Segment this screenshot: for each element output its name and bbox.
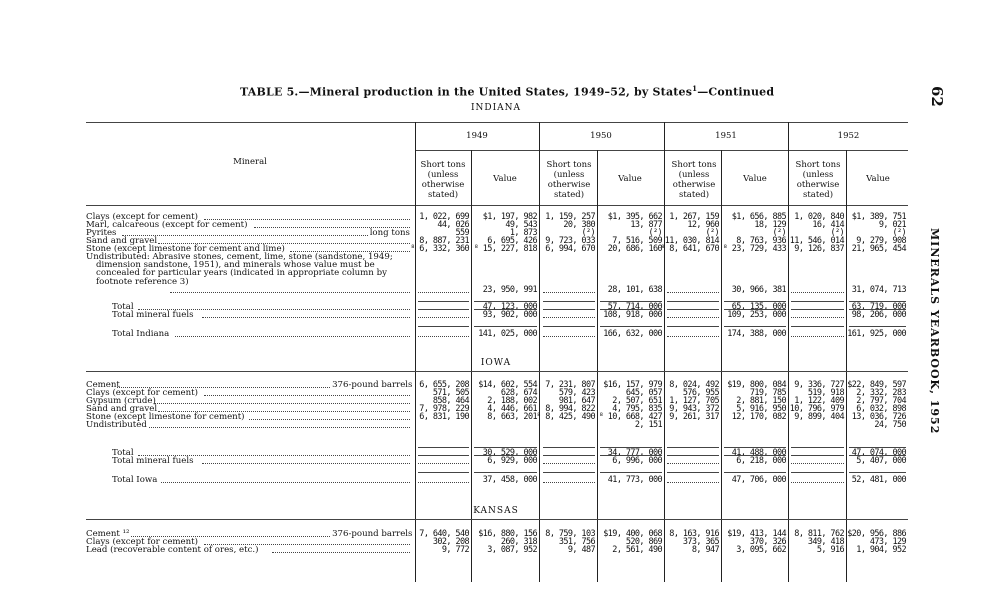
table-cell: $20, 956, 886 <box>847 529 906 539</box>
grand-total-rule <box>849 472 906 473</box>
table-cell: ⁸ 8, 641, 670 <box>660 244 719 254</box>
table-title-suffix: —Continued <box>697 85 775 99</box>
header-value-1951: Value <box>743 174 767 184</box>
subtotal-rule <box>791 309 844 310</box>
header-year-1950: 1950 <box>590 131 612 141</box>
table-cell: 3, 095, 662 <box>736 545 786 555</box>
table-cell: 8, 947 <box>691 545 719 555</box>
header-year-1949: 1949 <box>466 131 488 141</box>
subtotal-rule <box>543 309 595 310</box>
table-cell: 719, 785 <box>749 388 786 398</box>
total-label: Total <box>112 302 134 312</box>
empty-dash <box>667 336 719 337</box>
leader-dots <box>202 463 410 464</box>
leader-dots <box>202 317 410 318</box>
table-cell: $1, 395, 662 <box>607 212 662 222</box>
subtotal-rule <box>418 301 469 302</box>
table-cell: 23, 950, 991 <box>482 284 537 295</box>
table-cell: 8, 811, 762 <box>794 529 844 539</box>
header-short-tons-1951: Short tons (unless otherwise stated) <box>671 160 717 200</box>
table-cell: 1, 020, 840 <box>794 212 844 222</box>
table-cell: 349, 418 <box>807 537 844 547</box>
empty-dash <box>791 317 844 318</box>
table-cell: 49, 543 <box>505 220 537 230</box>
col-rule <box>664 122 665 582</box>
leader-dots <box>204 395 410 396</box>
table-cell: 2, 507, 651 <box>612 396 662 406</box>
empty-dash <box>791 336 844 337</box>
table-cell: 1, 127, 705 <box>669 396 719 406</box>
table-cell: 20, 686, 160 <box>607 244 662 254</box>
mineral-label: Undistributed <box>86 420 147 430</box>
table-cell: $22, 849, 597 <box>847 380 906 390</box>
table-cell: 8, 663, 201 <box>487 412 537 422</box>
table-cell: $19, 800, 084 <box>727 380 786 390</box>
subtotal-rule <box>849 301 906 302</box>
empty-dash <box>667 482 719 483</box>
total-value: 93, 902, 000 <box>482 310 537 320</box>
table-cell: (²) <box>648 228 662 238</box>
table-cell: 520, 869 <box>625 537 662 547</box>
table-cell: 2, 332, 283 <box>856 388 906 398</box>
grand-total-rule <box>418 326 469 327</box>
table-cell: 11, 546, 014 <box>789 236 844 246</box>
table-cell: 559 <box>455 228 469 238</box>
table-cell: 12, 170, 082 <box>731 412 786 422</box>
table-cell: 2, 797, 704 <box>856 396 906 406</box>
grand-total-rule <box>667 326 719 327</box>
table-cell: 370, 326 <box>749 537 786 547</box>
subtotal-rule <box>724 455 786 456</box>
table-cell: 260, 318 <box>500 537 537 547</box>
section-rule <box>86 519 908 520</box>
header-year-1952: 1952 <box>837 131 860 141</box>
total-value: 161, 925, 000 <box>847 329 906 339</box>
total-value: 65, 135, 000 <box>731 302 786 312</box>
table-cell: 24, 750 <box>874 420 906 430</box>
table-cell: 7, 978, 229 <box>419 404 469 414</box>
mineral-label: Clays (except for cement) <box>86 212 198 222</box>
empty-dash <box>543 463 595 464</box>
mineral-label: Undistributed: Abrasive stones, cement, lime, stone (sandstone, 1949; dimension sandstone, 1951), and minerals whose value must be concealed for particular years (indicated in appropriate column by footnote reference 3) <box>86 252 393 287</box>
unit-label: 376-pound barrels <box>332 529 413 539</box>
grand-total-rule <box>849 326 906 327</box>
grand-total-rule <box>600 326 662 327</box>
grand-total-rule <box>543 472 595 473</box>
subtotal-rule <box>600 309 662 310</box>
table-cell: 44, 026 <box>437 220 469 230</box>
table-cell: 1, 122, 409 <box>794 396 844 406</box>
table-cell: 6, 032, 898 <box>856 404 906 414</box>
page-number: 62 <box>928 86 946 107</box>
leader-dots <box>272 552 410 553</box>
total-value: 174, 388, 000 <box>727 329 786 339</box>
table-cell: 3, 087, 952 <box>487 545 537 555</box>
table-cell: ⁸ 15, 227, 818 <box>473 244 537 254</box>
total-value: 141, 025, 000 <box>478 329 537 339</box>
subtotal-rule <box>667 455 719 456</box>
table-cell: $19, 413, 144 <box>727 529 786 539</box>
table-cell: 2, 881, 150 <box>736 396 786 406</box>
table-cell: 18, 129 <box>754 220 786 230</box>
grand-total-rule <box>418 472 469 473</box>
mineral-label: Stone (except limestone for cement and lime) <box>86 244 285 254</box>
leader-dots <box>249 419 410 420</box>
table-title <box>240 84 774 99</box>
table-cell: 8, 887, 231 <box>419 236 469 246</box>
mineral-label: Marl, calcareous (except for cement) <box>86 220 248 230</box>
total-value: 37, 458, 000 <box>482 475 537 485</box>
col-rule <box>415 122 416 582</box>
subtotal-rule <box>849 455 906 456</box>
subtotal-rule <box>791 301 844 302</box>
table-cell: 1, 267, 159 <box>669 212 719 222</box>
state-heading-kansas: KANSAS <box>473 506 519 516</box>
total-value: 166, 632, 000 <box>603 329 662 339</box>
empty-dash <box>667 292 719 293</box>
subtotal-rule <box>474 447 537 448</box>
table-cell: 7, 516, 509 <box>612 236 662 246</box>
table-cell: $1, 197, 982 <box>482 212 537 222</box>
table-cell: 5, 916 <box>816 545 844 555</box>
total-label: Total Iowa <box>112 475 158 485</box>
header-short-tons-1950: Short tons (unless otherwise stated) <box>546 160 592 200</box>
subtotal-rule <box>849 447 906 448</box>
subtotal-rule <box>724 309 786 310</box>
empty-dash <box>667 463 719 464</box>
header-mineral: Mineral <box>233 157 267 167</box>
table-cell: 9, 021 <box>878 220 906 230</box>
table-cell: 16, 414 <box>812 220 844 230</box>
table-cell: 302, 208 <box>432 537 469 547</box>
leader-dots <box>149 427 410 428</box>
table-cell: ⁸ 10, 668, 427 <box>598 412 662 422</box>
header-value-1952: Value <box>866 174 890 184</box>
table-cell: 8, 759, 103 <box>545 529 595 539</box>
table-cell: $1, 389, 751 <box>851 212 906 222</box>
table-cell: 6, 994, 670 <box>545 244 595 254</box>
table-cell: (²) <box>705 228 719 238</box>
empty-dash <box>418 482 469 483</box>
empty-dash <box>418 317 469 318</box>
table-cell: (²) <box>830 228 844 238</box>
total-value: 108, 918, 000 <box>603 310 662 320</box>
total-label: Total mineral fuels <box>112 456 194 466</box>
total-value: 52, 481, 000 <box>851 475 906 485</box>
subtotal-rule <box>849 309 906 310</box>
col-rule <box>788 122 789 582</box>
empty-dash <box>418 463 469 464</box>
table-cell: (²) <box>892 228 906 238</box>
total-value: 6, 996, 000 <box>612 456 662 466</box>
subtotal-rule <box>418 455 469 456</box>
subtotal-rule <box>724 301 786 302</box>
subtotal-rule <box>667 309 719 310</box>
subtotal-rule <box>667 447 719 448</box>
table-cell: 7, 640, 540 <box>419 529 469 539</box>
table-title-text: TABLE 5.—Mineral production in the United States, 1949–52, by States <box>240 85 693 99</box>
table-cell: 9, 279, 908 <box>856 236 906 246</box>
grand-total-rule <box>724 326 786 327</box>
table-cell: 21, 965, 454 <box>851 244 906 254</box>
subtotal-rule <box>600 301 662 302</box>
table-cell: 576, 955 <box>682 388 719 398</box>
mineral-label: Stone (except limestone for cement) <box>86 412 245 422</box>
table-cell: 5, 916, 950 <box>736 404 786 414</box>
table-cell: 6, 655, 208 <box>419 380 469 390</box>
table-cell: 2, 151 <box>634 420 662 430</box>
mineral-label: Clays (except for cement) <box>86 537 198 547</box>
subtotal-rule <box>791 455 844 456</box>
table-cell: 6, 831, 190 <box>419 412 469 422</box>
table-cell: ⁸ 6, 332, 360 <box>410 244 469 254</box>
mineral-label: Cement <box>86 380 120 390</box>
table-cell: 4, 795, 835 <box>612 404 662 414</box>
subtotal-rule <box>474 301 537 302</box>
total-value: 98, 206, 000 <box>851 310 906 320</box>
subtotal-rule <box>600 447 662 448</box>
leader-dots <box>154 403 410 404</box>
table-cell: 1, 904, 952 <box>856 545 906 555</box>
table-cell: 579, 423 <box>558 388 595 398</box>
table-cell: 519, 918 <box>807 388 844 398</box>
grand-total-rule <box>724 472 786 473</box>
mineral-label: Cement ¹² <box>86 529 130 539</box>
header-value-1949: Value <box>493 174 517 184</box>
table-cell: 9, 126, 837 <box>794 244 844 254</box>
header-year-1951: 1951 <box>715 131 737 141</box>
mineral-label: Sand and gravel <box>86 404 158 414</box>
empty-dash <box>418 292 469 293</box>
total-label: Total Indiana <box>112 329 170 339</box>
header-bottom-rule <box>86 205 908 206</box>
mineral-label: Lead (recoverable content of ores, etc.) <box>86 545 259 555</box>
table-cell: 8, 163, 916 <box>669 529 719 539</box>
grand-total-rule <box>474 472 537 473</box>
table-cell: 8, 763, 936 <box>736 236 786 246</box>
total-value: 47, 074, 000 <box>851 448 906 458</box>
table-cell: 28, 101, 638 <box>607 284 662 295</box>
empty-dash <box>418 336 469 337</box>
total-value: 6, 929, 000 <box>487 456 537 466</box>
table-cell: $1, 656, 885 <box>731 212 786 222</box>
mineral-label: Clays (except for cement) <box>86 388 198 398</box>
leader-dots <box>175 336 410 337</box>
running-header: MINERALS YEARBOOK, 1952 <box>928 228 941 435</box>
table-cell: 20, 380 <box>563 220 595 230</box>
grand-total-rule <box>543 326 595 327</box>
mineral-label: Pyrites <box>86 228 117 238</box>
subtotal-rule <box>543 455 595 456</box>
table-cell: 12, 960 <box>687 220 719 230</box>
grand-total-rule <box>600 472 662 473</box>
subtotal-rule <box>724 447 786 448</box>
total-value: 57, 714, 000 <box>607 302 662 312</box>
table-cell: 4, 446, 661 <box>487 404 537 414</box>
empty-dash <box>791 482 844 483</box>
table-cell: $16, 880, 156 <box>478 529 537 539</box>
total-label: Total mineral fuels <box>112 310 194 320</box>
table-cell: 571, 505 <box>432 388 469 398</box>
table-cell: $19, 400, 068 <box>603 529 662 539</box>
grand-total-rule <box>791 326 844 327</box>
grand-total-rule <box>791 472 844 473</box>
header-short-tons-1949: Short tons (unless otherwise stated) <box>420 160 466 200</box>
table-cell: 1, 159, 257 <box>545 212 595 222</box>
empty-dash <box>543 292 595 293</box>
state-heading-indiana: INDIANA <box>470 103 522 113</box>
subtotal-rule <box>600 455 662 456</box>
subtotal-rule <box>667 301 719 302</box>
table-cell: 9, 899, 404 <box>794 412 844 422</box>
empty-dash <box>791 463 844 464</box>
header-value-1950: Value <box>618 174 642 184</box>
table-cell: 8, 024, 492 <box>669 380 719 390</box>
table-cell: 9, 943, 372 <box>669 404 719 414</box>
total-value: 109, 253, 000 <box>727 310 786 320</box>
table-cell: (²) <box>772 228 786 238</box>
unit-label: 376-pound barrels <box>332 380 413 390</box>
table-cell: 13, 877 <box>630 220 662 230</box>
table-cell: ⁸ 8, 425, 490 <box>536 412 595 422</box>
table-cell: 2, 561, 490 <box>612 545 662 555</box>
header-year-rule <box>415 150 908 151</box>
table-cell: 10, 796, 979 <box>789 404 844 414</box>
empty-dash <box>543 336 595 337</box>
table-cell: $16, 157, 979 <box>603 380 662 390</box>
subtotal-rule <box>543 301 595 302</box>
leader-dots <box>122 235 368 236</box>
unit-label: long tons <box>369 228 410 238</box>
table-cell: 645, 057 <box>625 388 662 398</box>
table-cell: 1, 873 <box>509 228 537 238</box>
subtotal-rule <box>418 447 469 448</box>
empty-dash <box>543 482 595 483</box>
table-cell: 30, 966, 381 <box>731 284 786 295</box>
title-footnote: 1 <box>692 84 698 93</box>
leader-dots <box>170 292 410 293</box>
table-cell: ⁸ 23, 729, 433 <box>722 244 786 254</box>
table-cell: 9, 772 <box>441 545 469 555</box>
grand-total-rule <box>474 326 537 327</box>
grand-total-rule <box>667 472 719 473</box>
subtotal-rule <box>474 455 537 456</box>
total-value: 34, 777, 000 <box>607 448 662 458</box>
total-value: 47, 123, 000 <box>482 302 537 312</box>
table-cell: 9, 336, 727 <box>794 380 844 390</box>
leader-dots <box>161 482 410 483</box>
table-cell: 473, 129 <box>869 537 906 547</box>
total-label: Total <box>112 448 134 458</box>
total-value: 30, 529, 000 <box>482 448 537 458</box>
total-value: 41, 488, 000 <box>731 448 786 458</box>
table-cell: 858, 464 <box>432 396 469 406</box>
table-cell: 373, 365 <box>682 537 719 547</box>
mineral-label: Sand and gravel <box>86 236 158 246</box>
table-cell: 628, 674 <box>500 388 537 398</box>
table-cell: 9, 487 <box>567 545 595 555</box>
subtotal-rule <box>418 309 469 310</box>
table-cell: 1, 022, 699 <box>419 212 469 222</box>
table-cell: $14, 602, 554 <box>478 380 537 390</box>
subtotal-rule <box>474 309 537 310</box>
table-cell: 6, 695, 426 <box>487 236 537 246</box>
table-cell: 9, 261, 317 <box>669 412 719 422</box>
table-cell: 2, 188, 002 <box>487 396 537 406</box>
table-cell: 31, 074, 713 <box>851 284 906 295</box>
table-cell: 8, 994, 822 <box>545 404 595 414</box>
total-value: 47, 706, 000 <box>731 475 786 485</box>
table-cell: 981, 647 <box>558 396 595 406</box>
total-value: 63, 719, 000 <box>851 302 906 312</box>
total-value: 6, 218, 000 <box>736 456 786 466</box>
table-cell: 11, 030, 814 <box>664 236 719 246</box>
state-heading-iowa: IOWA <box>480 358 512 368</box>
header-short-tons-1952: Short tons (unless otherwise stated) <box>795 160 841 200</box>
empty-dash <box>543 317 595 318</box>
header-top-rule <box>86 122 908 123</box>
table-cell: 351, 756 <box>558 537 595 547</box>
mineral-label: Gypsum (crude) <box>86 396 156 406</box>
table-cell: 7, 231, 807 <box>545 380 595 390</box>
table-cell: (²) <box>581 228 595 238</box>
empty-dash <box>667 317 719 318</box>
total-value: 5, 407, 000 <box>856 456 906 466</box>
table-cell: 9, 723, 033 <box>545 236 595 246</box>
section-rule <box>86 371 908 372</box>
subtotal-rule <box>791 447 844 448</box>
table-cell: 13, 036, 726 <box>851 412 906 422</box>
total-value: 41, 773, 000 <box>607 475 662 485</box>
subtotal-rule <box>543 447 595 448</box>
